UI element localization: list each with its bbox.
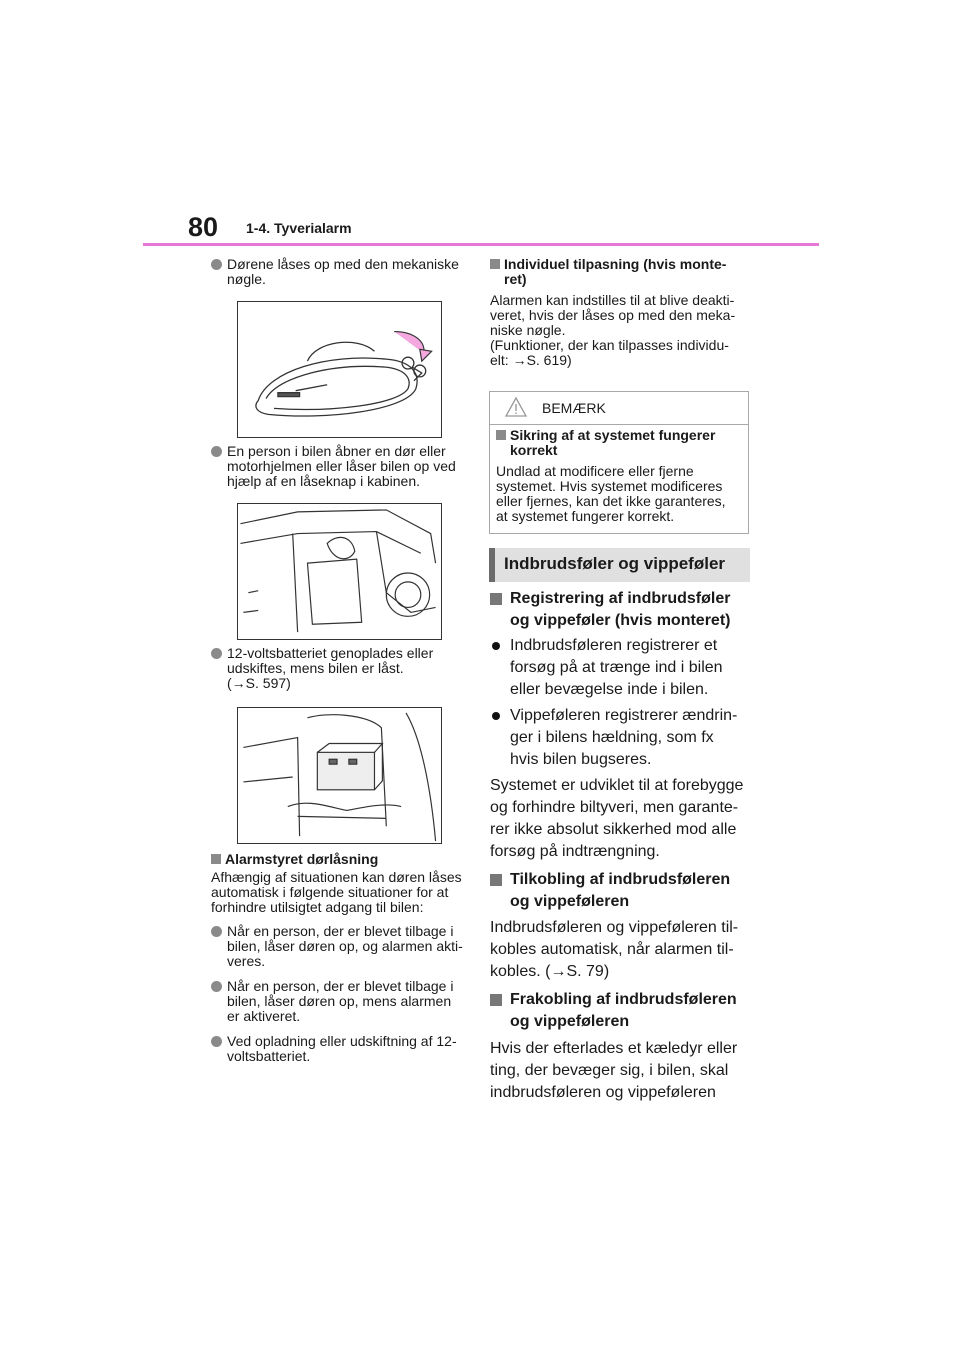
square-bullet-icon [496,430,506,440]
square-bullet-icon [490,593,502,605]
car-door-illustration [238,504,441,639]
sub-bullet-2: Når en person, der er blevet tilbage i bilen, låser døren op, mens alarmen er aktiveret. [211,979,453,1024]
alarm-lock-text: Afhængig af situationen kan døren låses automatisk i følgende situationer for at forhindre utilsigtet adgang til bilen: [211,869,462,915]
sub-bullet-1: Når en person, der er blevet tilbage i bilen, låser døren op, og alarmen akti- veres. [211,924,463,969]
figure-battery [237,707,442,844]
notice-box [489,391,749,534]
notice-header [490,392,748,425]
square-bullet-icon [490,259,500,269]
registration-bullet-1: Indbrudsføleren registrerer et forsøg på at trænge ind i bilen eller bevægelse inde i bilen. [492,635,723,701]
activation-text: Indbrudsføleren og vippeføleren til- kobles automatisk, når alarmen til- kobles. (→S. 79) [490,919,739,980]
bullet-icon [211,981,222,992]
bullet-icon [211,446,222,457]
bullet-icon [211,648,222,659]
square-bullet-icon [490,994,502,1006]
banner-title: Indbrudsføler og vippeføler [504,554,726,573]
bullet-icon [492,712,500,720]
door-handle-illustration [238,302,441,437]
registration-text: Systemet er udviklet til at forebygge og forhindre biltyveri, men garante- rer ikke absolut sikkerhed mod alle forsøg på indtrængning. [490,777,744,860]
activation-heading-row: Tilkobling af indbrudsføleren og vippeføleren [490,869,730,913]
custom-text: Alarmen kan indstilles til at blive deakti- veret, hvis der låses op med den meka- niske nøgle. (Funktioner, der kan tilpasses individu- elt: →S. 619) [490,292,736,368]
bullet-icon [211,1036,222,1047]
bullet-mechanical-key: Dørene låses op med den mekaniske nøgle. [211,257,459,287]
square-bullet-icon [211,854,221,864]
bullet-person-opens-door: En person i bilen åbner en dør eller motorhjelmen eller låser bilen op ved hjælp af en låseknap i kabinen. [211,444,456,489]
warning-icon [504,396,528,418]
figure-door-handle-key [237,301,442,438]
notice-text: Undlad at modificere eller fjerne systemet. Hvis systemet modificeres eller fjernes, kan det ikke garanteres, at systemet fungerer korrekt. [496,463,726,524]
header-rule [143,243,819,246]
deactivation-heading-row: Frakobling af indbrudsføleren og vippeføleren [490,989,737,1033]
notice-label: BEMÆRK [542,400,606,416]
square-bullet-icon [490,874,502,886]
sub-bullet-3: Ved opladning eller udskiftning af 12- voltsbatteriet. [211,1034,457,1064]
bullet-icon [211,259,222,270]
bullet-icon [211,926,222,937]
bullet-battery: 12-voltsbatteriet genoplades eller udskiftes, mens bilen er låst. (→S. 597) [211,646,433,691]
deactivation-text: Hvis der efterlades et kæledyr eller ting, der bevæger sig, i bilen, skal indbrudsføleren og vippeføleren [490,1040,738,1101]
registration-heading-row: Registrering af indbrudsføler og vippeføler (hvis monteret) [490,588,730,632]
figure-open-door [237,503,442,640]
page-number: 80 [188,212,219,242]
custom-heading-row: Individuel tilpasning (hvis monte- ret) [490,257,726,287]
notice-heading-row: Sikring af at systemet fungerer korrekt [496,428,715,458]
alarm-lock-heading: Alarmstyret dørlåsning [225,851,379,867]
bullet-icon [492,642,500,650]
section-banner [489,548,750,582]
battery-illustration [238,708,441,843]
section-title: 1-4. Tyverialarm [246,220,352,236]
alarm-lock-heading-row [211,852,378,867]
registration-bullet-2: Vippeføleren registrerer ændrin- ger i bilens hældning, som fx hvis bilen bugseres. [492,705,737,771]
